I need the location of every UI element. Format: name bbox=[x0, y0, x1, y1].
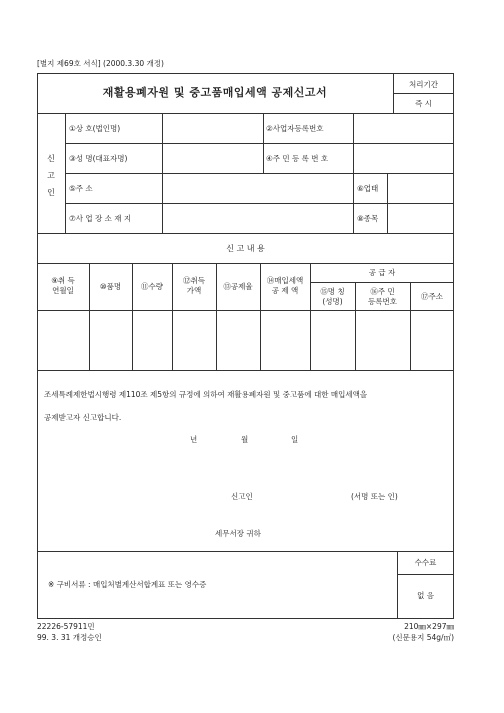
report-section-title: 신 고 내 용 bbox=[226, 244, 265, 253]
fee-value: 없 음 bbox=[417, 591, 434, 600]
divider bbox=[393, 93, 454, 94]
divider bbox=[353, 113, 354, 233]
col-deduction-rate: ⑬공제율 bbox=[223, 282, 253, 291]
col-supplier: 공 급 자 bbox=[368, 268, 396, 277]
divider bbox=[89, 263, 90, 370]
field-businesstype-label: ⑥업태 bbox=[357, 184, 379, 193]
divider bbox=[216, 263, 217, 370]
footer-left-1: 22226-57911민 bbox=[37, 622, 95, 631]
col-acquisition-value: ⑫취득 가액 bbox=[183, 276, 205, 295]
statement-line2: 공제받고자 신고합니다. bbox=[44, 413, 122, 422]
field-name-label: ①상 호(법인명) bbox=[69, 124, 121, 133]
footer-right-2: (신문용지 54g/㎡) bbox=[392, 633, 454, 642]
field-location-label: ⑦사 업 장 소 재 지 bbox=[69, 214, 132, 223]
col-acquisition-date: ⑨취 득 연월일 bbox=[51, 276, 75, 295]
reporter-sign-label: 신고인 bbox=[231, 492, 253, 501]
col-quantity: ⑪수량 bbox=[141, 282, 163, 291]
divider bbox=[387, 173, 388, 233]
col-supplier-name: ⑮명 칭 (성명) bbox=[320, 287, 345, 306]
col-purchase-tax: ⑭매입세액 공 제 액 bbox=[266, 276, 304, 295]
field-residentno-label: ④주 민 등 록 번 호 bbox=[266, 154, 329, 163]
divider bbox=[310, 282, 454, 283]
divider bbox=[397, 574, 454, 575]
date-month: 월 bbox=[241, 435, 249, 444]
processing-value: 즉 시 bbox=[415, 99, 432, 108]
date-day: 일 bbox=[291, 435, 299, 444]
divider bbox=[37, 233, 454, 234]
col-product: ⑩품명 bbox=[99, 282, 122, 291]
date-year: 년 bbox=[190, 435, 198, 444]
divider bbox=[37, 551, 454, 552]
col-supplier-address: ⑰주소 bbox=[421, 292, 443, 301]
statement-line1: 조세특례제한법시행령 제110조 제5항의 규정에 의하여 재활용폐자원 및 중고품에 대한 매입세액을 bbox=[44, 390, 368, 399]
divider bbox=[65, 203, 454, 204]
divider bbox=[263, 113, 264, 173]
divider bbox=[132, 263, 133, 370]
divider bbox=[162, 113, 163, 233]
reporter-sign: (서명 또는 인) bbox=[351, 492, 398, 501]
form-header: [별지 제69호 서식] (2000.3.30 개정) bbox=[37, 59, 164, 68]
reporter-label: 신 고 인 bbox=[47, 154, 55, 197]
recipient: 세무서장 귀하 bbox=[215, 529, 261, 538]
processing-label: 처리기간 bbox=[409, 80, 438, 89]
divider bbox=[37, 370, 454, 371]
field-repname-label: ③성 명(대표자명) bbox=[69, 154, 128, 163]
field-bizno-label: ②사업자등록번호 bbox=[266, 124, 324, 133]
divider bbox=[65, 143, 454, 144]
divider bbox=[310, 263, 311, 370]
divider bbox=[37, 263, 454, 264]
col-supplier-regno: ⑯주 민 등록번호 bbox=[368, 287, 397, 306]
divider bbox=[65, 173, 454, 174]
attachment-note: ※ 구비서류 : 매입처별계산서합계표 또는 영수증 bbox=[48, 580, 207, 589]
footer-right-1: 210㎜×297㎜ bbox=[404, 622, 454, 631]
divider bbox=[37, 310, 454, 311]
divider bbox=[37, 113, 454, 114]
field-address-label: ⑤주 소 bbox=[69, 184, 93, 193]
fee-label: 수수료 bbox=[414, 558, 437, 567]
field-item-label: ⑧종목 bbox=[357, 214, 379, 223]
footer-left-2: 99. 3. 31 개정승인 bbox=[37, 633, 102, 642]
form-title: 재활용폐자원 및 중고품매입세액 공제신고서 bbox=[102, 86, 328, 99]
